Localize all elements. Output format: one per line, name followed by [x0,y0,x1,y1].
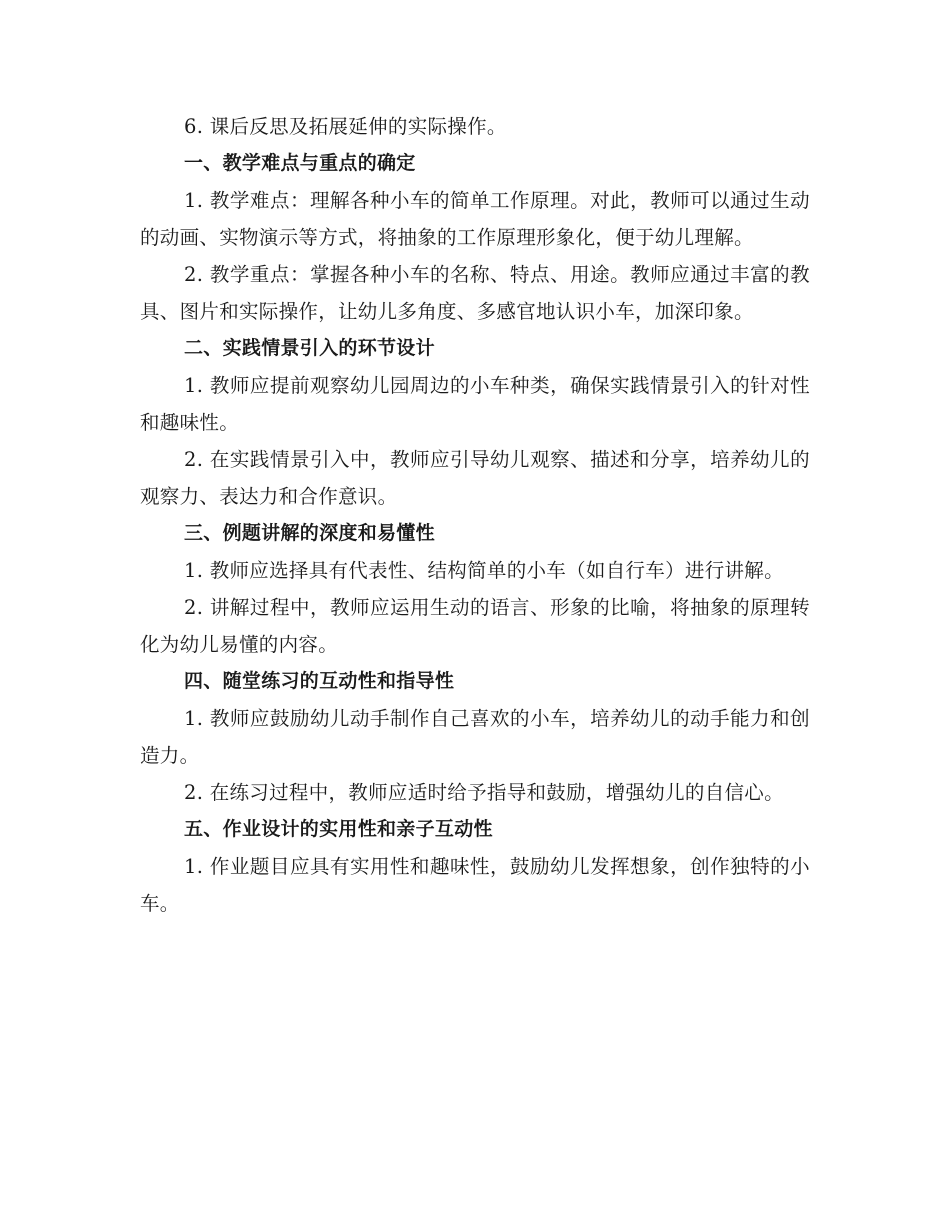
document-body [140,108,810,922]
section-heading-2: 二、实践情景引入的环节设计 [184,337,435,359]
paragraph-feedback: 2. 在练习过程中，教师应适时给予指导和鼓励，增强幼儿的自信心。 [184,781,784,804]
section-heading-4: 四、随堂练习的互动性和指导性 [184,670,455,692]
paragraph-difficulty: 1. 教学难点：理解各种小车的简单工作原理。对此，教师可以通过生动的动画、实物演示等方式，将抽象的工作原理形象化，便于幼儿理解。 [140,189,810,249]
paragraph-item-6: 6. 课后反思及拓展延伸的实际操作。 [184,115,507,138]
paragraph-explain: 2. 讲解过程中，教师应运用生动的语言、形象的比喻，将抽象的原理转化为幼儿易懂的内容。 [140,596,810,656]
paragraph-homework: 1. 作业题目应具有实用性和趣味性，鼓励幼儿发挥想象，创作独特的小车。 [140,855,810,915]
paragraph-focus: 2. 教学重点：掌握各种小车的名称、特点、用途。教师应通过丰富的教具、图片和实际操作，让幼儿多角度、多感官地认识小车，加深印象。 [140,263,810,323]
paragraph-guide: 2. 在实践情景引入中，教师应引导幼儿观察、描述和分享，培养幼儿的观察力、表达力和合作意识。 [140,448,810,508]
section-heading-5: 五、作业设计的实用性和亲子互动性 [184,818,493,840]
paragraph-example: 1. 教师应选择具有代表性、结构简单的小车（如自行车）进行讲解。 [184,559,784,582]
section-heading-3: 三、例题讲解的深度和易懂性 [184,522,435,544]
paragraph-observe: 1. 教师应提前观察幼儿园周边的小车种类，确保实践情景引入的针对性和趣味性。 [140,374,810,434]
paragraph-practice: 1. 教师应鼓励幼儿动手制作自己喜欢的小车，培养幼儿的动手能力和创造力。 [140,707,810,767]
section-heading-1: 一、教学难点与重点的确定 [184,152,416,174]
